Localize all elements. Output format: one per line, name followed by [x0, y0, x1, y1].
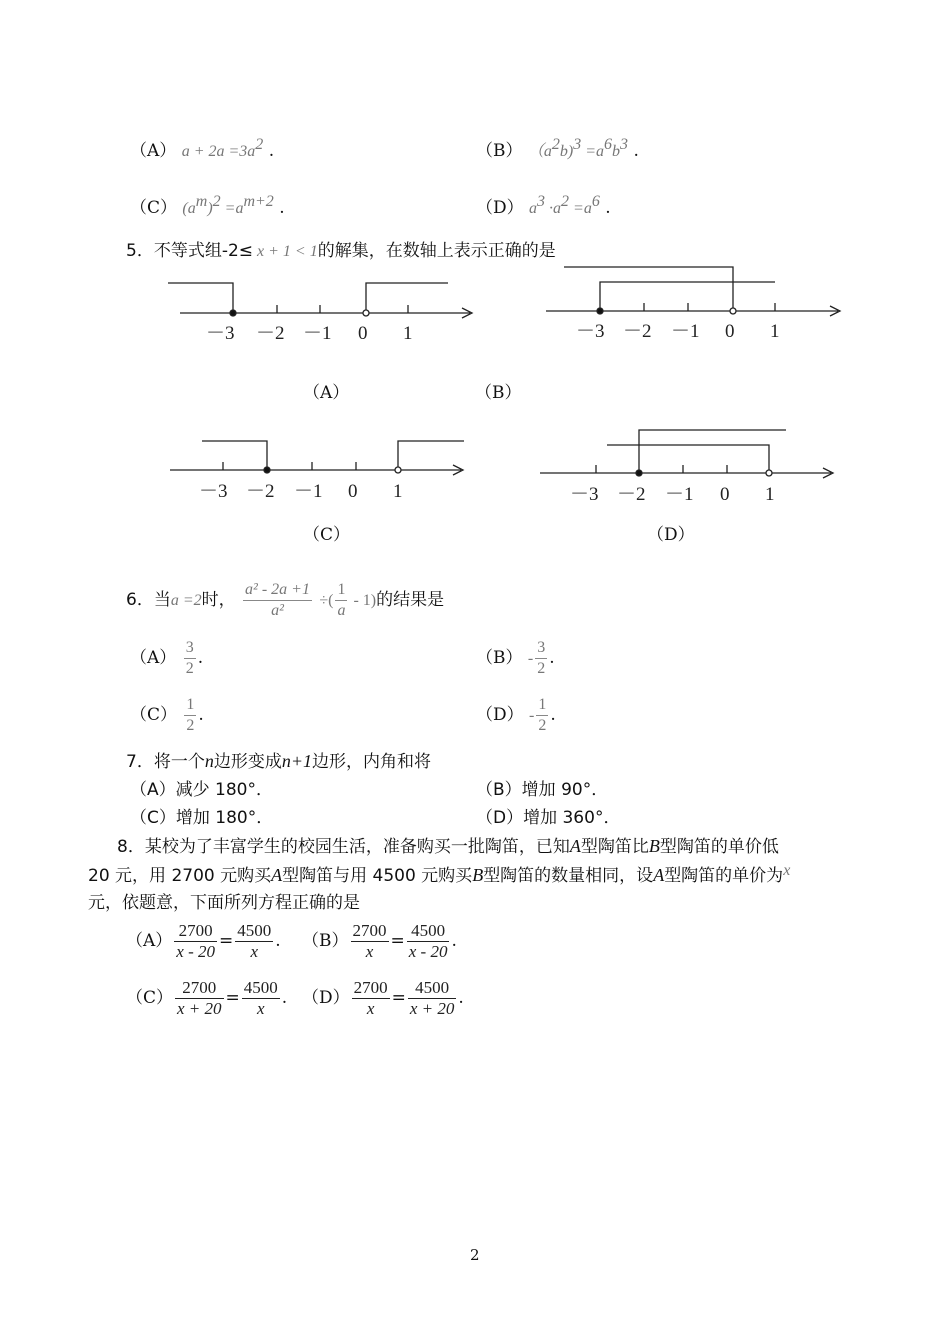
- ray-left-a: [168, 283, 233, 313]
- ray-d-1: [639, 430, 786, 473]
- tick-label: 0: [348, 481, 358, 502]
- q6-option-c: （C） $\frac{1}{2}$ .: [130, 696, 204, 734]
- tick-label: 1: [393, 481, 403, 502]
- q7-option-a: （A）减少 180°．: [130, 780, 273, 800]
- page-number: 2: [470, 1246, 480, 1264]
- point-closed: [264, 467, 270, 473]
- tick-label: －3: [206, 323, 235, 344]
- q4-option-b: （B） $(a^2b)^3 =a^6b^3$ .: [476, 136, 639, 161]
- q6-option-d: （D） - $\frac{1}{2}$ .: [476, 696, 556, 734]
- tick-label: －3: [199, 481, 228, 502]
- q8-option-c: （C） $\frac{2700}{x + 20}$ = $\frac{4500}{x}$ .: [126, 978, 288, 1018]
- number-line-b: [546, 267, 840, 316]
- q8-option-a: （A） $\frac{2700}{x - 20}$ = $\frac{4500}{x}$ .: [126, 921, 281, 961]
- ray-left-c: [202, 441, 267, 470]
- tick-label: 1: [765, 484, 775, 505]
- q5-stem: 5．不等式组-2≤ x + 1 < 1的解集，在数轴上表示正确的是: [126, 241, 556, 261]
- q8-option-d: （D） $\frac{2700}{x}$ = $\frac{4500}{x + 20}$ .: [302, 978, 464, 1018]
- ticks-d: [570, 484, 775, 505]
- q6-option-b: （B） - $\frac{3}{2}$ .: [476, 639, 555, 677]
- tick-label: －3: [570, 484, 599, 505]
- caption-c: （C）: [303, 525, 351, 545]
- ticks-c: [199, 481, 403, 502]
- point-open: [730, 308, 736, 314]
- ray-d-2: [607, 445, 769, 473]
- q8-line-3: 元，依题意，下面所列方程正确的是: [88, 893, 360, 913]
- q6-option-a: （A） $\frac{3}{2}$ .: [130, 639, 204, 677]
- point-open: [363, 310, 369, 316]
- point-closed: [597, 308, 603, 314]
- q4-option-a: （A） $a + 2a =3a^2$ .: [130, 136, 275, 161]
- point-closed: [230, 310, 236, 316]
- point-closed: [636, 470, 642, 476]
- tick-label: 0: [720, 484, 730, 505]
- ray-right-a: [366, 283, 448, 313]
- point-open: [395, 467, 401, 473]
- tick-label: 0: [725, 321, 735, 342]
- q6-fraction-inner: $\frac{1}{a}$: [337, 580, 346, 619]
- point-open: [766, 470, 772, 476]
- tick-label: －1: [294, 481, 323, 502]
- tick-label: 1: [770, 321, 780, 342]
- tick-label: －2: [617, 484, 646, 505]
- q7-option-d: （D）增加 360°．: [476, 808, 621, 828]
- tick-label: －2: [246, 481, 275, 502]
- tick-label: －3: [576, 321, 605, 342]
- caption-b: （B）: [475, 383, 522, 403]
- q7-stem: 7．将一个n边形变成n+1边形，内角和将: [126, 751, 431, 772]
- number-line-c: [170, 441, 464, 475]
- q5-number-lines: [0, 0, 950, 560]
- ray-b-2: [564, 267, 733, 311]
- tick-label: －1: [303, 323, 332, 344]
- caption-a: （A）: [303, 383, 350, 403]
- ticks-b: [576, 321, 780, 342]
- caption-d: （D）: [647, 525, 695, 545]
- q4-option-c: （C） $(a^m)^2 =a^{m+2}$ .: [130, 193, 285, 218]
- q8-option-b: （B） $\frac{2700}{x}$ = $\frac{4500}{x - 20}$ .: [302, 921, 457, 961]
- q7-option-c: （C）增加 180°．: [130, 808, 274, 828]
- tick-label: －2: [256, 323, 285, 344]
- q6-stem: 6．当a =2时， $\frac{\text{a² - 2a +1}}{\text{a²}}$ ÷( $\frac{1}{a}$ - 1)的结果是: [126, 580, 445, 619]
- tick-label: －1: [671, 321, 700, 342]
- q8-line-1: 8．某校为了丰富学生的校园生活，准备购买一批陶笛，已知A型陶笛比B型陶笛的单价低: [117, 836, 779, 857]
- tick-label: －2: [623, 321, 652, 342]
- number-line-a: [168, 283, 472, 318]
- tick-label: 1: [403, 323, 413, 344]
- q8-line-2: 20 元，用 2700 元购买A型陶笛与用 4500 元购买B型陶笛的数量相同，设A型陶笛的单价为x: [88, 862, 791, 886]
- number-line-d: [540, 430, 833, 478]
- q6-fraction-main: $\frac{\text{a² - 2a +1}}{\text{a²}}$: [245, 580, 310, 619]
- q7-option-b: （B）增加 90°．: [476, 780, 609, 800]
- tick-label: 0: [358, 323, 368, 344]
- q4-option-d: （D） $a^3 \cdot a^2 =a^6$ .: [476, 193, 611, 218]
- ticks-a: [206, 323, 413, 344]
- tick-label: －1: [665, 484, 694, 505]
